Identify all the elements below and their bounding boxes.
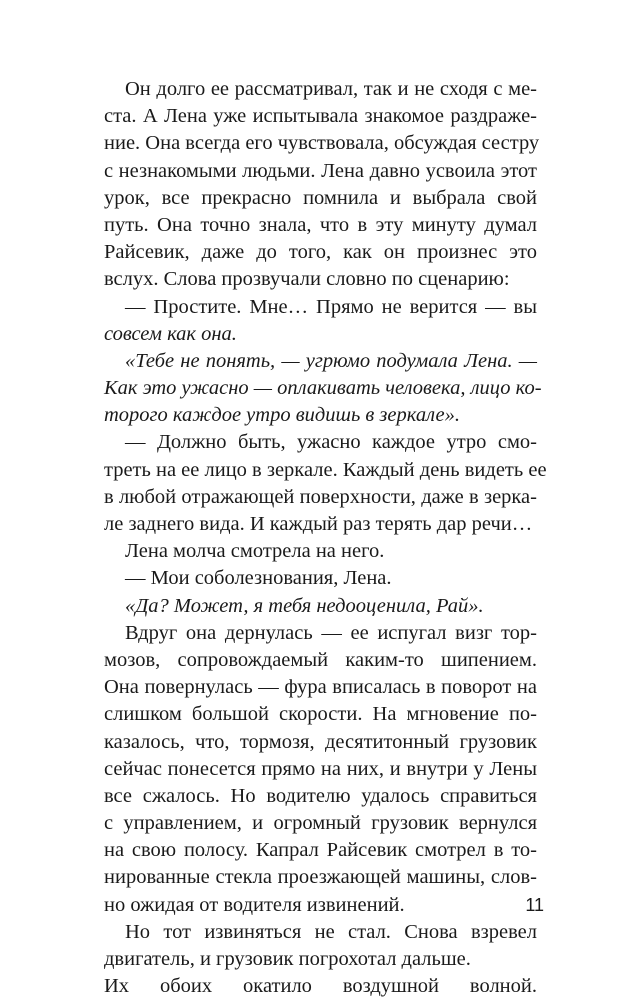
text-line: — Простите. Мне… Прямо не верится — вы <box>125 295 537 318</box>
text-line: «Да? Может, я тебя недооценила, Рай». <box>125 594 484 617</box>
text-line: казалось, что, тормозя, десятитонный грузовик <box>104 730 537 753</box>
text-line: Как это ужасно — оплакивать человека, лицо ко- <box>104 377 542 400</box>
text-line: в любой отражающей поверхности, даже в зерка- <box>104 485 537 508</box>
body-text <box>104 76 547 1000</box>
text-line: «Тебе не понять, — угрюмо подумала Лена. — <box>125 349 537 372</box>
text-line: все сжалось. Но водителю удалось справиться <box>104 784 537 807</box>
text-line: сейчас понесется прямо на них, и внутри у Лены <box>104 757 537 780</box>
text-line: вслух. Слова прозвучали словно по сценарию: <box>104 268 510 291</box>
text-line: Он долго ее рассматривал, так и не сходя с ме- <box>125 78 537 100</box>
text-line: на свою полосу. Капрал Райсевик смотрел в то- <box>104 839 537 862</box>
text-line: с управлением, и огромный грузовик вернулся <box>104 812 537 835</box>
text-line: Лена молча смотрела на него. <box>125 540 385 563</box>
page-number: 11 <box>525 895 544 915</box>
text-line: Вдруг она дернулась — ее испугал визг тор- <box>125 621 537 644</box>
text-line: ста. А Лена уже испытывала знакомое раздраже- <box>104 105 537 128</box>
text-line: — Мои соболезнования, Лена. <box>125 567 392 590</box>
text-line: Она повернулась — фура вписалась в поворот на <box>104 676 537 699</box>
text-line: треть на ее лицо в зеркале. Каждый день видеть ее <box>104 458 547 481</box>
text-line: но ожидая от водителя извинений. <box>104 893 405 916</box>
text-line: совсем как она. <box>104 322 237 345</box>
text-line: слишком большой скорости. На мгновение по- <box>104 703 537 726</box>
text-line: урок, все прекрасно помнила и выбрала свой <box>104 186 537 209</box>
text-line: двигатель, и грузовик погрохотал дальше. <box>104 948 471 970</box>
text-line: Но тот извиняться не стал. Снова взревел <box>125 920 537 943</box>
text-line: нированные стекла проезжающей машины, слов- <box>104 866 537 889</box>
text-line: — Должно быть, ужасно каждое утро смо- <box>125 431 537 454</box>
text-line: ние. Она всегда его чувствовала, обсуждая сестру <box>104 132 540 155</box>
text-line: путь. Она точно знала, что в эту минуту думал <box>104 213 537 236</box>
text-line: ле заднего вида. И каждый раз терять дар речи… <box>104 513 533 535</box>
text-line: мозов, сопровождаемый каким-то шипением. <box>104 648 537 671</box>
text-line: торого каждое утро видишь в зеркале». <box>104 404 461 427</box>
text-line: Их обоих окатило воздушной волной. <box>104 975 537 998</box>
text-line: Райсевик, даже до того, как он произнес это <box>104 241 537 264</box>
text-line: с незнакомыми людьми. Лена давно усвоила этот <box>104 159 537 182</box>
